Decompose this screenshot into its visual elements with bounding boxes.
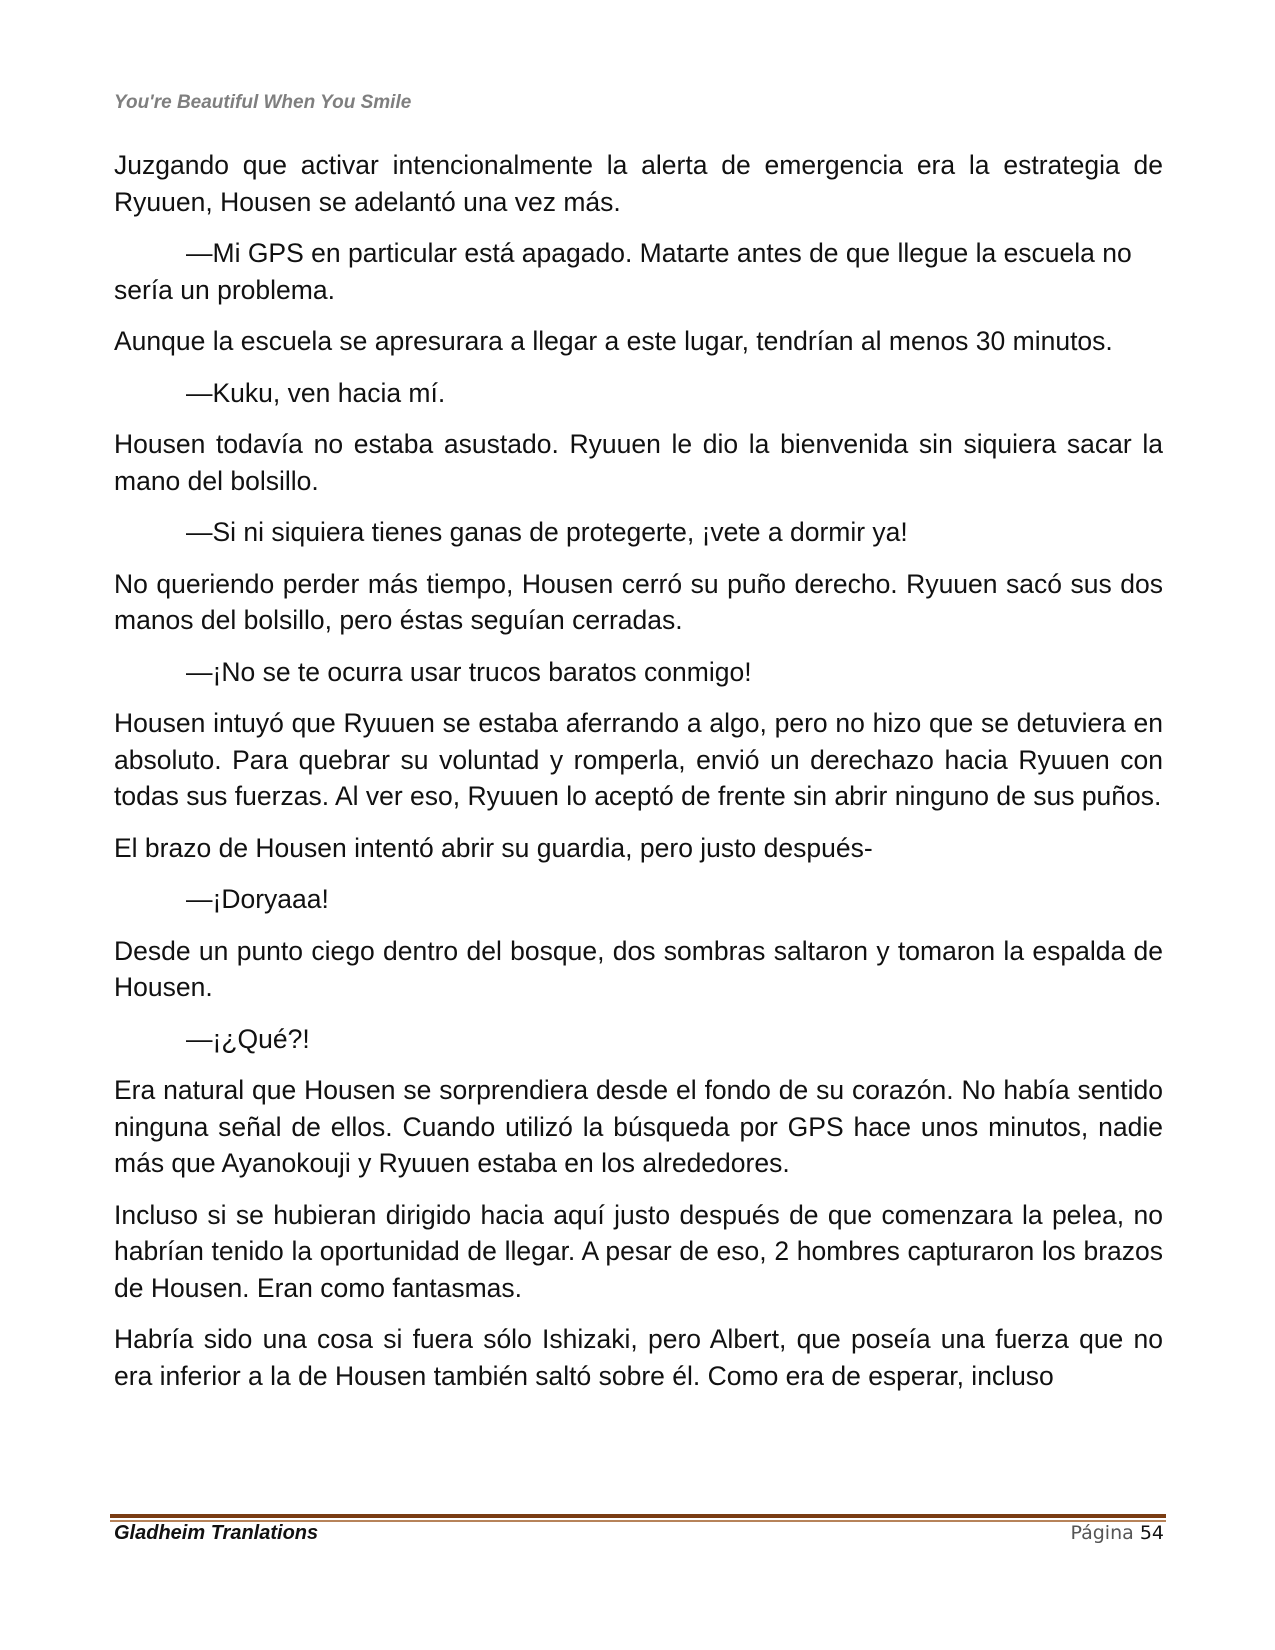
page-body	[114, 147, 1163, 1394]
page-number: 54	[1139, 1522, 1164, 1544]
running-header-title: You're Beautiful When You Smile	[114, 92, 412, 113]
dialogue-line: —¡Doryaaa!	[186, 884, 329, 914]
dialogue-line: —Kuku, ven hacia mí.	[186, 377, 446, 408]
footer-rule-thick	[110, 1514, 1166, 1518]
paragraph: Juzgando que activar intencionalmente la alerta de emergencia era la estrategia de Ryuuen, Housen se adelantó una vez más.	[114, 150, 1163, 217]
dialogue-line: —Mi GPS en particular está apagado. Matarte antes de que llegue la escuela no sería un problema.	[114, 238, 1132, 305]
dialogue-line: —¡No se te ocurra usar trucos baratos conmigo!	[186, 656, 752, 687]
paragraph-continued: Habría sido una cosa si fuera sólo Ishizaki, pero Albert, que poseía una fuerza que no era inferior a la de Housen también saltó sobre él. Como era de esperar, incluso	[114, 1324, 1163, 1391]
paragraph: Housen intuyó que Ryuuen se estaba aferrando a algo, pero no hizo que se detuviera en absoluto. Para quebrar su voluntad y romperla, envió un derechazo hacia Ryuuen con todas sus fuerzas. Al ver eso, Ryuuen lo aceptó de frente sin abrir ninguno de sus puños.	[114, 708, 1163, 811]
dialogue-line: —Si ni siquiera tienes ganas de protegerte, ¡vete a dormir ya!	[186, 517, 908, 547]
paragraph: Era natural que Housen se sorprendiera desde el fondo de su corazón. No había sentido ninguna señal de ellos. Cuando utilizó la búsqueda por GPS hace unos minutos, nadie más que Ayanokouji y Ryuuen estaba en los alrededores.	[114, 1075, 1163, 1178]
dialogue-line: —¡¿Qué?!	[186, 1023, 310, 1054]
page-label: Página	[1070, 1522, 1134, 1544]
paragraph: Aunque la escuela se apresurara a llegar a este lugar, tendrían al menos 30 minutos.	[114, 326, 1113, 356]
paragraph: El brazo de Housen intentó abrir su guardia, pero justo después-	[114, 832, 873, 863]
paragraph: Incluso si se hubieran dirigido hacia aquí justo después de que comenzara la pelea, no habrían tenido la oportunidad de llegar. A pesar de eso, 2 hombres capturaron los brazos de Housen. Eran como fantasmas.	[114, 1199, 1163, 1303]
paragraph: No queriendo perder más tiempo, Housen cerró su puño derecho. Ryuuen sacó sus dos manos del bolsillo, pero éstas seguían cerradas.	[114, 568, 1163, 635]
footer-credit: Gladheim Tranlations	[114, 1522, 319, 1544]
paragraph: Housen todavía no estaba asustado. Ryuuen le dio la bienvenida sin siquiera sacar la mano del bolsillo.	[114, 429, 1163, 496]
paragraph: Desde un punto ciego dentro del bosque, dos sombras saltaron y tomaron la espalda de Housen.	[114, 935, 1163, 1002]
page-number-block	[1070, 1522, 1164, 1544]
